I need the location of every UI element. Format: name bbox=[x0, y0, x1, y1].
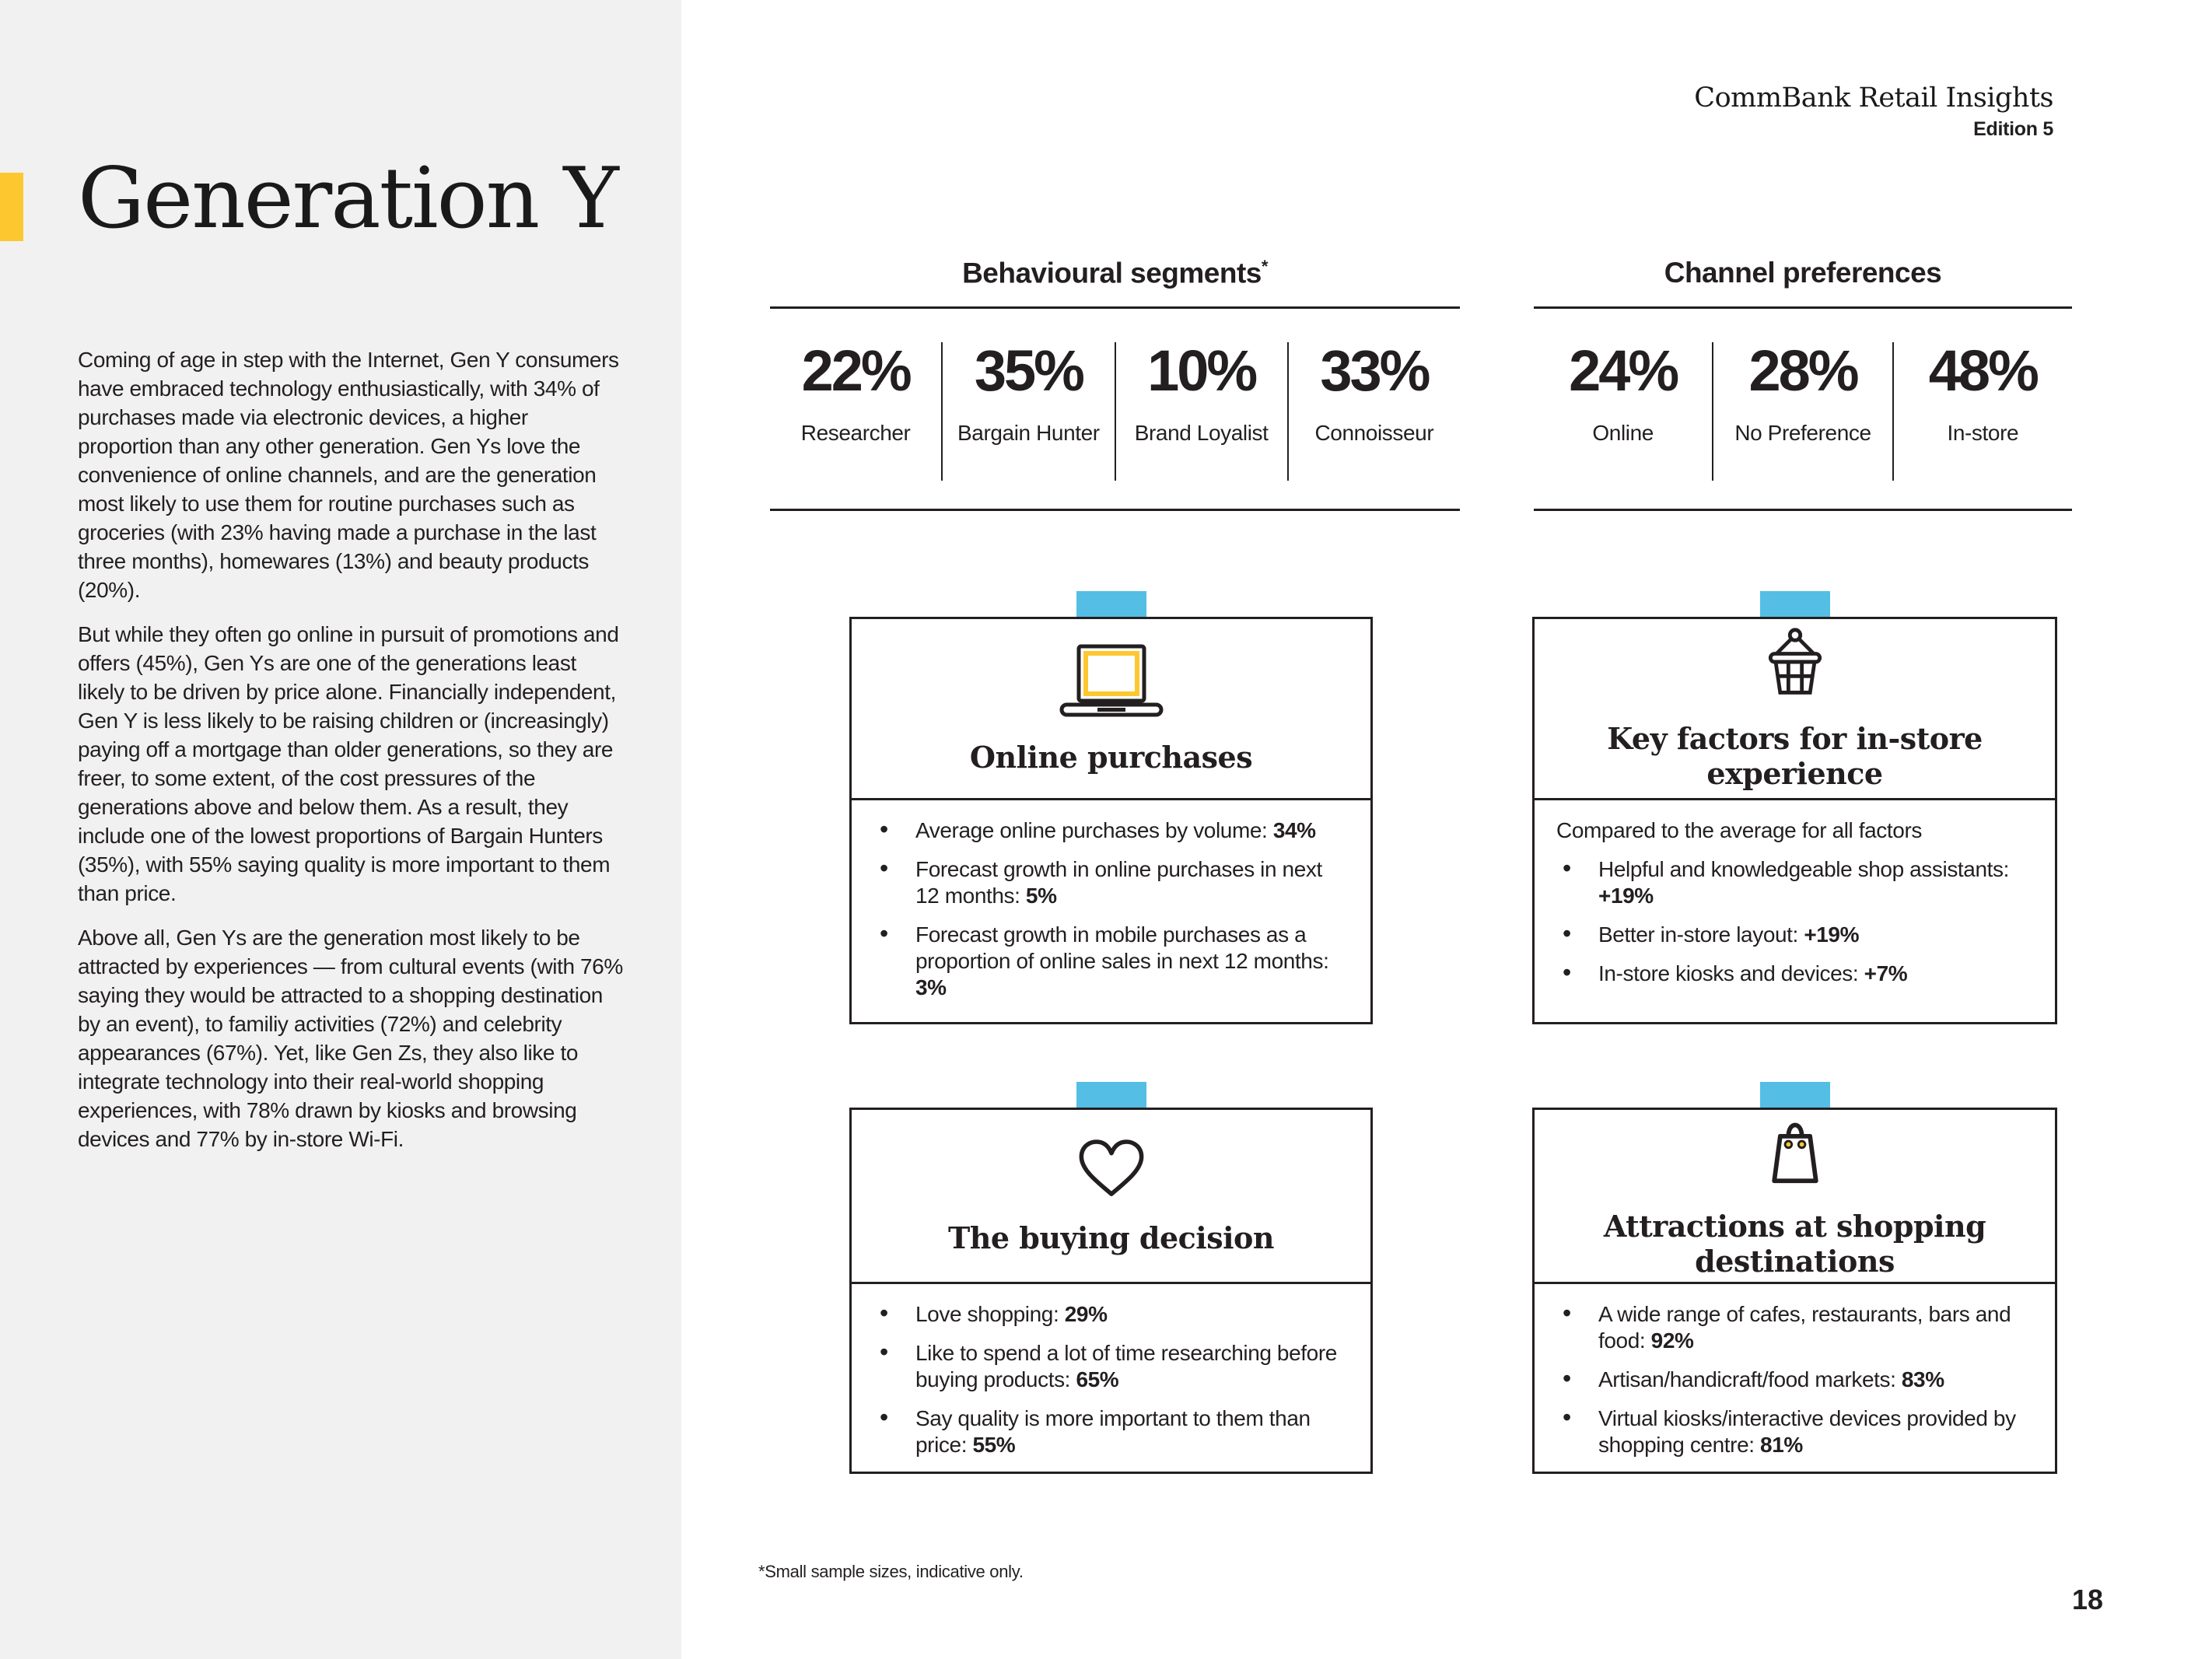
bullet-item bbox=[873, 817, 1349, 844]
bullet-text: Artisan/handicraft/food markets: bbox=[1598, 1367, 1902, 1391]
bullet-text: In-store kiosks and devices: bbox=[1598, 961, 1864, 985]
stat-researcher bbox=[770, 338, 941, 481]
bullet-text: Virtual kiosks/interactive devices provided by shopping centre: bbox=[1598, 1406, 2016, 1457]
blue-tab bbox=[1760, 591, 1830, 617]
bullet-value: 55% bbox=[972, 1433, 1016, 1457]
intro-copy bbox=[78, 345, 627, 1169]
bullet-item bbox=[1556, 856, 2033, 909]
intro-paragraph: But while they often go online in pursuit of promotions and offers (45%), Gen Ys are one of the generations least likely to be driven by price alone. Financially independent, Gen Y is less likely to be raising children or (increasingly) paying off a mortgage than older generations, so they are freer, to some extent, of the cost pressures of the generations above and below them. As a result, they include one of the lowest proportions of Bargain Hunters (35%), with 55% saying quality is more important to them than price. bbox=[78, 622, 619, 905]
bullet-list bbox=[1556, 856, 2033, 987]
bullet-text: Forecast growth in mobile purchases as a proportion of online sales in next 12 months: bbox=[915, 922, 1329, 973]
channel-stats-row bbox=[1534, 338, 2072, 481]
card-body bbox=[1535, 800, 2055, 999]
shopping-bag-icon bbox=[1760, 1114, 1830, 1188]
intro-paragraph: Above all, Gen Ys are the generation most likely to be attracted by experiences — from cultural events (with 76% saying they would be attracted to a shopping destination by an event), to familiy activities (72%) and celebrity appearances (67%). Yet, like Gen Zs, they also like to integrate technology into their real-world shopping experiences, with 78% drawn by kiosks and browsing devices and 77% by in-store Wi-Fi. bbox=[78, 926, 623, 1151]
bullet-item bbox=[873, 1405, 1349, 1458]
card-body bbox=[852, 1284, 1370, 1471]
bullet-item bbox=[873, 856, 1349, 909]
stat-value: 28% bbox=[1748, 338, 1857, 403]
blue-tab bbox=[1760, 1082, 1830, 1108]
footnote: *Small sample sizes, indicative only. bbox=[758, 1562, 1024, 1581]
card-title: Attractions at shopping destinations bbox=[1603, 1208, 1986, 1279]
stat-value: 24% bbox=[1569, 338, 1678, 403]
divider-line bbox=[1534, 306, 2072, 309]
intro-paragraph: Coming of age in step with the Internet, Gen Y consumers have embraced technology enthusiastically, with 34% of purchases made via electronic devices, a higher proportion than any other generation. Gen Ys love the convenience of online channels, and are the generation most likely to use them for routine purchases such as groceries (with 23% having made a purchase in the last three months), homewares (13%) and beauty products (20%). bbox=[78, 348, 619, 602]
footnote-asterisk: * bbox=[1261, 257, 1268, 276]
bullet-text: Like to spend a lot of time researching before buying products: bbox=[915, 1341, 1337, 1391]
bullet-text: Love shopping: bbox=[915, 1302, 1065, 1326]
page-title: Generation Y bbox=[78, 150, 618, 247]
online-purchases-card bbox=[849, 617, 1373, 1024]
bullet-text: A wide range of cafes, restaurants, bars and food: bbox=[1598, 1302, 2011, 1353]
behavioural-stats-row bbox=[770, 338, 1460, 481]
bullet-value: +7% bbox=[1864, 961, 1908, 985]
card-body bbox=[1535, 1284, 2055, 1471]
bullet-text: Better in-store layout: bbox=[1598, 922, 1804, 947]
stat-no-preference bbox=[1712, 338, 1892, 481]
blue-tab bbox=[1076, 1082, 1146, 1108]
stat-label: Online bbox=[1592, 421, 1654, 445]
bullet-item bbox=[873, 922, 1349, 1001]
bullet-value: 3% bbox=[915, 975, 947, 999]
divider-line bbox=[770, 306, 1460, 309]
bullet-text: Helpful and knowledgeable shop assistants: bbox=[1598, 857, 2009, 881]
blue-tab bbox=[1076, 591, 1146, 617]
stat-label: Researcher bbox=[800, 421, 911, 446]
bullet-value: +19% bbox=[1598, 884, 1654, 908]
stat-value: 10% bbox=[1147, 338, 1256, 404]
page-number: 18 bbox=[2071, 1584, 2103, 1615]
stat-bargain-hunter bbox=[941, 338, 1114, 481]
brand-title: CommBank Retail Insights bbox=[1694, 82, 2053, 114]
stat-label: No Preference bbox=[1734, 421, 1871, 445]
buying-decision-card bbox=[849, 1108, 1373, 1474]
divider-line bbox=[770, 509, 1460, 511]
edition-label: Edition 5 bbox=[1973, 118, 2053, 140]
yellow-accent-bar bbox=[0, 173, 23, 241]
stat-label: Connoisseur bbox=[1314, 421, 1434, 446]
stat-brand-loyalist bbox=[1115, 338, 1287, 481]
bullet-value: 81% bbox=[1760, 1433, 1803, 1457]
stat-value: 35% bbox=[974, 338, 1083, 404]
shopping-attractions-card bbox=[1532, 1108, 2057, 1474]
stat-value: 33% bbox=[1320, 338, 1429, 404]
sidebar-panel bbox=[0, 0, 681, 1659]
bullet-item bbox=[873, 1340, 1349, 1393]
bullet-value: 34% bbox=[1272, 818, 1316, 842]
bullet-list bbox=[1556, 1301, 2033, 1458]
heart-icon bbox=[1076, 1136, 1147, 1200]
stat-value: 22% bbox=[801, 338, 910, 404]
bullet-item bbox=[1556, 922, 2033, 948]
bullet-list bbox=[873, 1301, 1349, 1458]
card-header bbox=[1535, 1110, 2055, 1284]
bullet-text: Average online purchases by volume: bbox=[915, 818, 1273, 842]
bullet-value: 83% bbox=[1901, 1367, 1944, 1391]
bullet-list bbox=[873, 817, 1349, 1001]
card-title: Online purchases bbox=[969, 739, 1253, 775]
document-header bbox=[1694, 82, 2053, 141]
bullet-item bbox=[1556, 961, 2033, 987]
bullet-text: Forecast growth in online purchases in next 12 months: bbox=[915, 857, 1322, 908]
behavioural-segments-section bbox=[770, 257, 1460, 511]
bullet-item bbox=[1556, 1405, 2033, 1458]
bullet-value: 65% bbox=[1076, 1367, 1119, 1391]
behavioural-segments-title bbox=[770, 257, 1460, 289]
stat-online bbox=[1534, 338, 1712, 481]
behavioural-title-text: Behavioural segments bbox=[962, 257, 1262, 289]
channel-preferences-title: Channel preferences bbox=[1664, 257, 1942, 289]
stat-label: In-store bbox=[1947, 421, 2019, 445]
card-intro: Compared to the average for all factors bbox=[1556, 818, 1922, 842]
bullet-text: Say quality is more important to them than price: bbox=[915, 1406, 1311, 1457]
bullet-value: +19% bbox=[1804, 922, 1860, 947]
stat-value: 48% bbox=[1928, 338, 2037, 403]
stat-connoisseur bbox=[1287, 338, 1460, 481]
card-body bbox=[852, 800, 1370, 1013]
stat-in-store bbox=[1892, 338, 2072, 481]
basket-icon bbox=[1758, 626, 1832, 701]
bullet-value: 29% bbox=[1064, 1302, 1108, 1326]
laptop-icon bbox=[1057, 643, 1166, 719]
card-title: The buying decision bbox=[947, 1220, 1275, 1255]
bullet-value: 5% bbox=[1025, 884, 1057, 908]
stat-label: Brand Loyalist bbox=[1134, 421, 1269, 446]
bullet-item bbox=[1556, 1367, 2033, 1393]
bullet-item bbox=[873, 1301, 1349, 1328]
channel-preferences-section bbox=[1534, 257, 2072, 511]
divider-line bbox=[1534, 509, 2072, 511]
card-header bbox=[852, 1110, 1370, 1284]
stat-label: Bargain Hunter bbox=[957, 421, 1100, 446]
bullet-value: 92% bbox=[1650, 1328, 1694, 1353]
card-header bbox=[852, 619, 1370, 800]
bullet-item bbox=[1556, 1301, 2033, 1354]
card-title: Key factors for in-store experience bbox=[1607, 721, 1983, 791]
in-store-key-factors-card bbox=[1532, 617, 2057, 1024]
card-header bbox=[1535, 619, 2055, 800]
